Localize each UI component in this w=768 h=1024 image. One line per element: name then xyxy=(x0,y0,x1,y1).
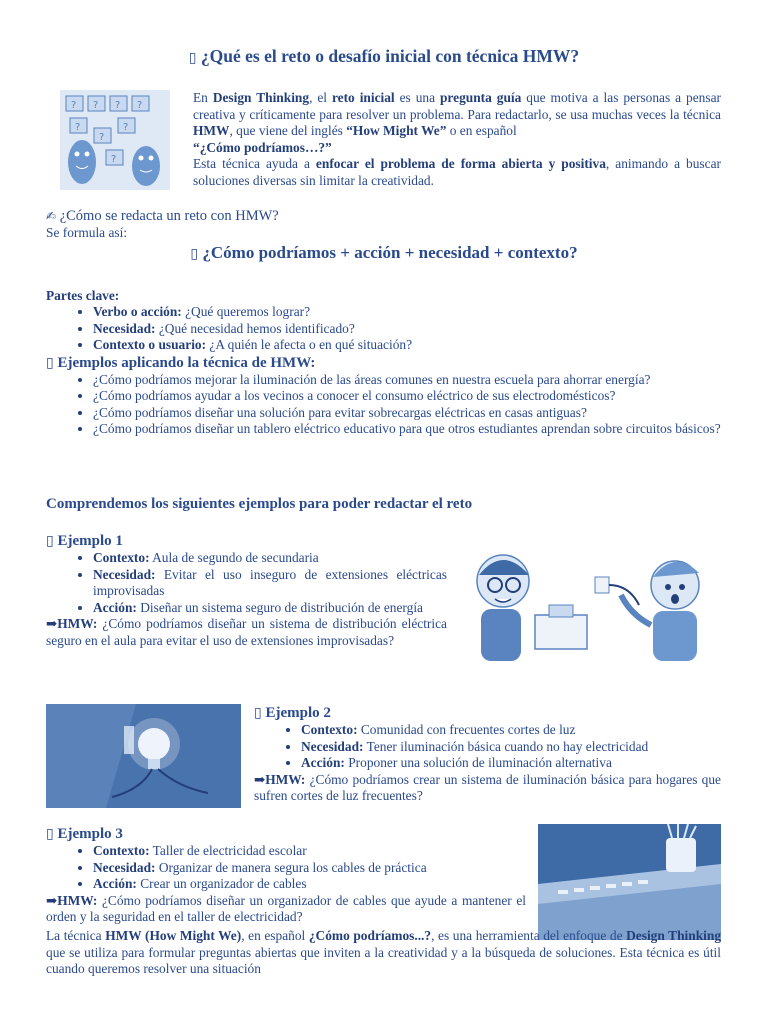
kids-electricity-icon xyxy=(465,545,721,671)
page-title: ▯ ¿Qué es el reto o desafío inicial con técnica HMW? xyxy=(188,46,580,66)
parts-section xyxy=(46,287,722,438)
bulb-photo xyxy=(46,704,241,808)
cables-photo xyxy=(538,824,721,940)
svg-text:?: ? xyxy=(123,122,129,133)
svg-text:?: ? xyxy=(99,132,105,143)
list-item: • Verbo o acción: ¿Qué queremos lograr? xyxy=(93,304,722,321)
formula-glyph-icon: ▯ xyxy=(190,246,199,262)
svg-text:?: ? xyxy=(71,100,77,111)
list-item: • Necesidad: Organizar de manera segura los cables de práctica xyxy=(93,860,526,877)
list-item: • ¿Cómo podríamos diseñar un tablero eléctrico educativo para que otros estudiantes aprendan sobre circuitos básicos? xyxy=(93,421,722,438)
example-2-list xyxy=(254,722,721,772)
list-item: • Contexto: Aula de segundo de secundaria xyxy=(93,550,447,567)
svg-text:?: ? xyxy=(75,122,81,133)
question-characters-figure xyxy=(60,90,170,190)
svg-text:?: ? xyxy=(111,154,117,165)
example-2 xyxy=(254,705,721,805)
list-item: • Contexto: Comunidad con frecuentes cortes de luz xyxy=(301,722,721,739)
examples-glyph-icon: ▯ xyxy=(46,354,54,371)
list-item: • ¿Cómo podríamos ayudar a los vecinos a conocer el consumo eléctrico de sus electrodomésticos? xyxy=(93,388,722,405)
how-subtext: Se formula así: xyxy=(46,225,128,240)
list-item: • Acción: Diseñar un sistema seguro de distribución de energía xyxy=(93,600,447,617)
cable-organizer-icon xyxy=(538,824,721,940)
formula: ▯ ¿Cómo podríamos + acción + necesidad + contexto? xyxy=(190,243,578,262)
example-2-hmw: ➡HMW: ¿Cómo podríamos crear un sistema de iluminación básica para hogares que sufren cortes de luz frecuentes? xyxy=(254,771,721,803)
intro-paragraph: En Design Thinking, el reto inicial es una pregunta guía que motiva a las personas a pensar creativa y críticamente para resolver un problema. Para redactarlo, se usa muchas veces la técnica HMW, que viene del inglés “How Might We” o en español “¿Cómo podríamos…?” Esta técnica ayuda a enfocar el problema de forma abierta y positiva, animando a buscar soluciones diversas sin limitar la creatividad. xyxy=(193,90,721,188)
example-3-hmw: ➡HMW: ¿Cómo podríamos diseñar un organizador de cables que ayude a mantener el orden y la seguridad en el taller de electricidad? xyxy=(46,892,526,924)
example-3 xyxy=(46,826,526,926)
example-2-heading: ▯ Ejemplo 2 xyxy=(254,705,331,721)
example-3-glyph-icon: ▯ xyxy=(46,826,54,842)
list-item: • Contexto: Taller de electricidad escolar xyxy=(93,843,526,860)
svg-text:?: ? xyxy=(93,100,99,111)
question-characters-icon xyxy=(60,90,170,190)
example-1-glyph-icon: ▯ xyxy=(46,533,54,549)
list-item: • Necesidad: ¿Qué necesidad hemos identificado? xyxy=(93,321,722,338)
how-section xyxy=(46,208,726,242)
closing-paragraph: La técnica HMW (How Might We), en español ¿Cómo podríamos...?, es una herramienta del enfoque de Design Thinking que se utiliza para formular preguntas abiertas que inviten a la creatividad y a la búsqueda de soluciones. Esta técnica es útil cuando queremos resolver una situación xyxy=(46,928,722,976)
example-1-list xyxy=(46,550,447,616)
example-3-heading: ▯ Ejemplo 3 xyxy=(46,826,123,842)
example-2-glyph-icon: ▯ xyxy=(254,705,262,721)
list-item: • Acción: Proponer una solución de iluminación alternativa xyxy=(301,755,721,772)
kids-illustration xyxy=(465,545,721,671)
example-1-heading: ▯ Ejemplo 1 xyxy=(46,533,123,549)
comprendemos-heading: Comprendemos los siguientes ejemplos para poder redactar el reto xyxy=(46,496,473,512)
examples-list xyxy=(46,372,722,438)
list-item: • ¿Cómo podríamos mejorar la iluminación de las áreas comunes en nuestra escuela para ahorrar energía? xyxy=(93,372,722,389)
list-item: • ¿Cómo podríamos diseñar una solución para evitar sobrecargas eléctricas en casas antiguas? xyxy=(93,405,722,422)
parts-heading: Partes clave: xyxy=(46,288,120,303)
example-1-hmw: ➡HMW: ¿Cómo podríamos diseñar un sistema de distribución eléctrica seguro en el aula para evitar el uso de extensiones improvisadas? xyxy=(46,616,447,648)
pencil-icon: ✍ xyxy=(46,209,57,223)
list-item: • Necesidad: Tener iluminación básica cuando no hay electricidad xyxy=(301,739,721,756)
svg-text:?: ? xyxy=(137,100,143,111)
light-bulb-icon xyxy=(46,704,241,808)
how-heading: ✍ ¿Cómo se redacta un reto con HMW? xyxy=(46,208,279,224)
svg-text:?: ? xyxy=(115,100,121,111)
examples-heading: ▯ Ejemplos aplicando la técnica de HMW: xyxy=(46,354,316,371)
example-3-list xyxy=(46,843,526,893)
list-item: • Necesidad: Evitar el uso inseguro de extensiones eléctricas improvisadas xyxy=(93,567,447,600)
example-1 xyxy=(46,533,447,649)
title-glyph-icon: ▯ xyxy=(188,50,197,66)
parts-list xyxy=(46,304,722,354)
list-item: • Contexto o usuario: ¿A quién le afecta o en qué situación? xyxy=(93,337,722,354)
list-item: • Acción: Crear un organizador de cables xyxy=(93,876,526,893)
